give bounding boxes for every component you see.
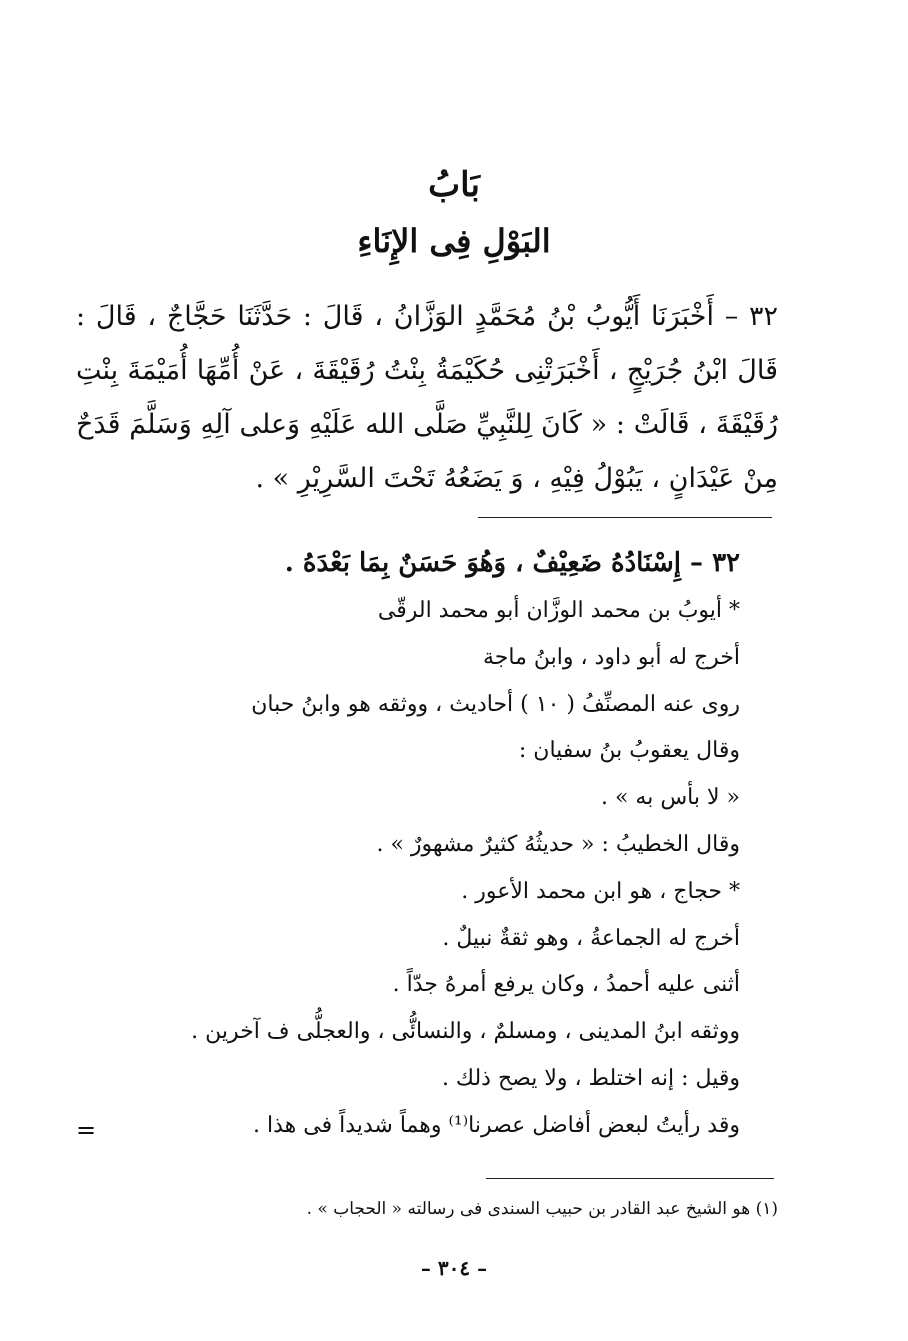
commentary-line: روى عنه المصنِّفُ ( ١٠ ) أحاديث ، ووثقه هو وابنُ حبان xyxy=(251,691,740,717)
chapter-label: بَابُ xyxy=(428,165,480,205)
commentary-line: * أيوبُ بن محمد الوزَّان أبو محمد الرقّى xyxy=(377,598,740,623)
commentary-section xyxy=(60,538,740,1150)
footnote: (١) هو الشيخ عبد القادر بن حبيب السندى فى رسالته « الحجاب » . xyxy=(306,1199,778,1219)
commentary-line: ووثقه ابنُ المدينى ، ومسلمٌ ، والنسائُّى ، والعجلُّى ف آخرين . xyxy=(191,1019,740,1045)
page-number: – ٣٠٤ – xyxy=(420,1256,488,1280)
commentary-line: وقال الخطيبُ : « حديثُهُ كثيرٌ مشهورٌ » . xyxy=(376,831,740,857)
separator-rule xyxy=(478,517,772,518)
footnote-rule xyxy=(486,1178,774,1179)
hadith-text: ٣٢ – أَخْبَرَنَا أَيُّوبُ بْنُ مُحَمَّدٍ الوَزَّانُ ، قَالَ : حَدَّثَنَا حَجَّاجٌ ، قَالَ : قَالَ ابْنُ جُرَيْجٍ ، أَخْبَرَتْنِى حُكَيْمَةُ بِنْتُ رُقَيْقَةَ ، عَنْ أُمِّهَا أُمَيْمَةَ بِنْتِ رُقَيْقَةَ ، قَالَتْ : « كَانَ لِلنَّبِيِّ صَلَّى الله عَلَيْهِ وَعلى آلِهِ وَسَلَّمَ قَدَحٌ مِنْ عَيْدَانٍ ، يَبُوْلُ فِيْهِ ، وَ يَضَعُهُ تَحْتَ السَّرِيْرِ » . xyxy=(76,301,778,494)
commentary-line: * حجاج ، هو ابن محمد الأعور . xyxy=(461,878,740,904)
commentary-line: أثنى عليه أحمدُ ، وكان يرفع أمرهُ جدّاً . xyxy=(392,972,740,998)
commentary-line: أخرج له الجماعةُ ، وهو ثقةٌ نبيلٌ . xyxy=(442,925,740,951)
commentary-line: وقيل : إنه اختلط ، ولا يصح ذلك . xyxy=(441,1065,740,1091)
commentary-heading: ٣٢ – إِسْنَادُهُ ضَعِيْفٌ ، وَهُوَ حَسَنٌ بِمَا بَعْدَهُ . xyxy=(284,548,740,578)
commentary-line: « لا بأس به » . xyxy=(600,785,740,811)
commentary-line: وقد رأيتُ لبعض أفاضل عصرنا⁽¹⁾ وهماً شديداً فى هذا . xyxy=(253,1112,740,1138)
continuation-mark: = xyxy=(76,1116,97,1144)
chapter-title: البَوْلِ فِى الإِنَاءِ xyxy=(357,222,551,260)
commentary-line: وقال يعقوبُ بنُ سفيان : xyxy=(518,738,740,764)
commentary-line: أخرج له أبو داود ، وابنُ ماجة xyxy=(482,644,740,670)
